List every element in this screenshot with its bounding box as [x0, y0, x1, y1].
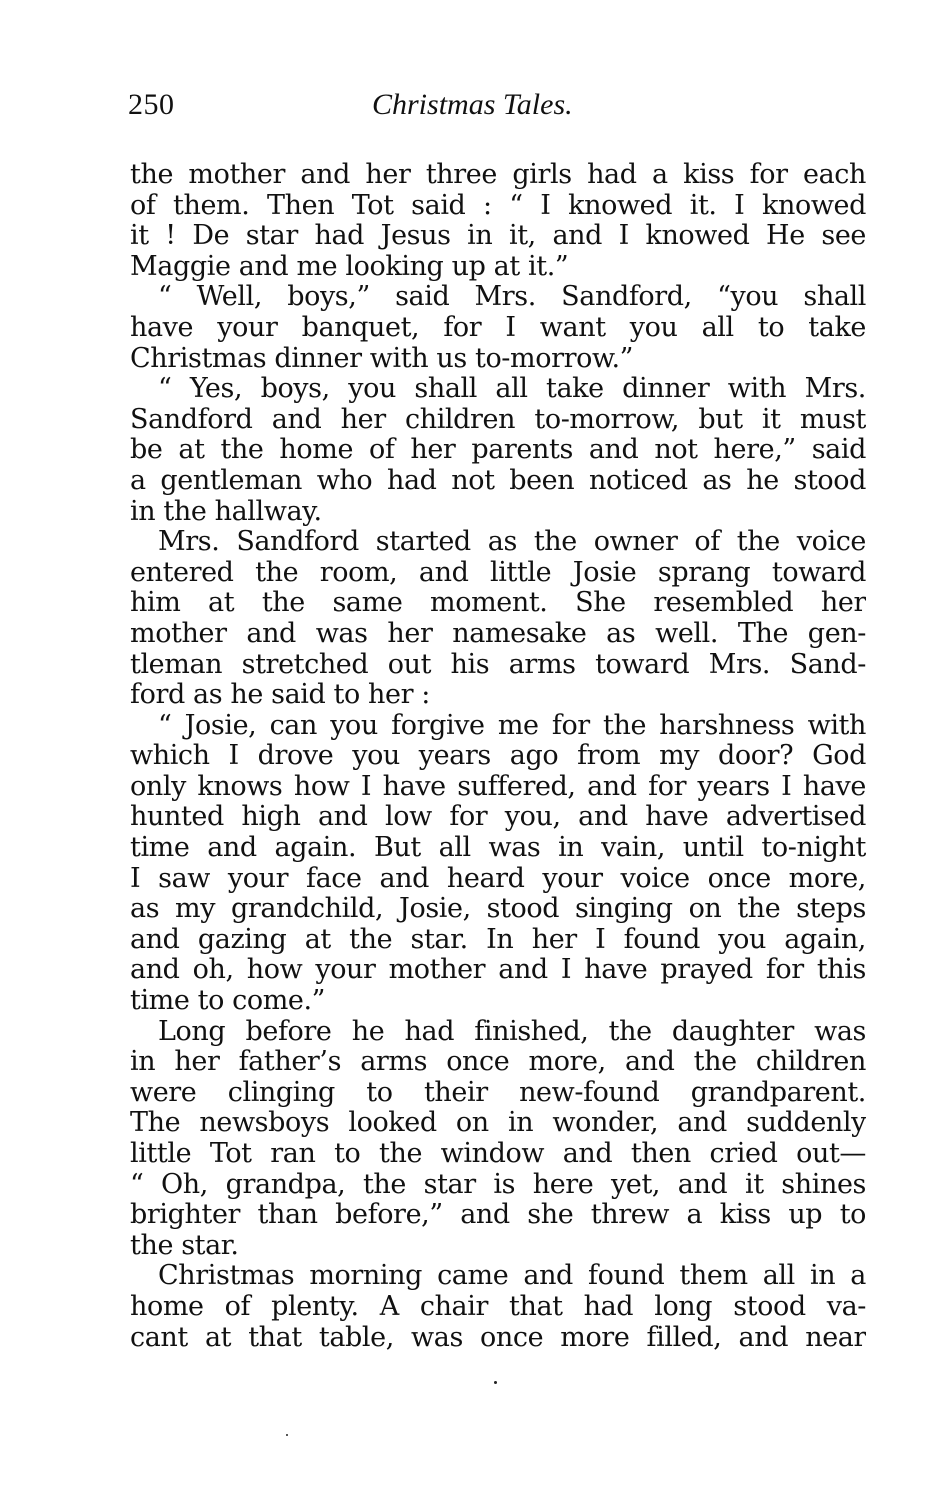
text-line: only knows how I have suffered, and for years I have [130, 771, 866, 802]
text-line: in the hallway. [130, 496, 322, 527]
text-line: entered the room, and little Josie sprang toward [130, 557, 866, 588]
text-line: of them. Then Tot said : “ I knowed it. I knowed [130, 190, 866, 221]
text-line: Maggie and me looking up at it.” [130, 251, 569, 282]
text-line: “ Well, boys,” said Mrs. Sandford, “you shall [158, 282, 866, 313]
text-line: time and again. But all was in vain, until to-night [130, 833, 866, 864]
text-line: and oh, how your mother and I have prayed for this [130, 955, 866, 986]
print-speck [494, 1381, 497, 1384]
text-line: ford as he said to her : [130, 680, 431, 711]
text-line: have your banquet, for I want you all to take [130, 312, 866, 343]
text-line: tleman stretched out his arms toward Mrs. Sand- [130, 649, 866, 680]
text-line: I saw your face and heard your voice once more, [130, 863, 866, 894]
text-line: home of plenty. A chair that had long stood va- [130, 1291, 866, 1322]
page-number: 250 [128, 88, 175, 121]
text-line: a gentleman who had not been noticed as he stood [130, 465, 866, 496]
running-title: Christmas Tales. [372, 88, 573, 121]
text-line: the mother and her three girls had a kiss for each [130, 160, 866, 190]
text-line: time to come.” [130, 986, 326, 1017]
text-line: and gazing at the star. In her I found you again, [130, 924, 866, 955]
text-line: were clinging to their new-found grandparent. [130, 1077, 866, 1108]
text-line: the star. [130, 1230, 239, 1261]
text-line: “ Oh, grandpa, the star is here yet, and it shines [130, 1169, 866, 1200]
text-line: Mrs. Sandford started as the owner of the voice [158, 527, 866, 558]
text-line: cant at that table, was once more filled, and near [130, 1322, 866, 1353]
text-line: little Tot ran to the window and then cried out— [130, 1139, 866, 1169]
text-line: which I drove you years ago from my door? God [130, 741, 866, 772]
text-line: Christmas dinner with us to-morrow.” [130, 343, 634, 374]
text-line: in her father’s arms once more, and the children [130, 1047, 866, 1078]
text-line: “ Josie, can you forgive me for the harshness with [158, 710, 866, 741]
text-line: mother and was her namesake as well. The gen- [130, 618, 866, 649]
text-line: The newsboys looked on in wonder, and suddenly [130, 1108, 866, 1139]
text-line: Christmas morning came and found them all in a [158, 1261, 866, 1292]
text-line: him at the same moment. She resembled her [130, 588, 866, 619]
text-line: be at the home of her parents and not here,” said [130, 435, 866, 466]
text-line: hunted high and low for you, and have advertised [130, 802, 866, 833]
text-line: it ! De star had Jesus in it, and I knowed He see [130, 221, 866, 252]
body-text [130, 160, 866, 1353]
page-header [128, 88, 868, 132]
text-line: Long before he had finished, the daughter was [158, 1016, 866, 1047]
text-line: Sandford and her children to-morrow, but it must [130, 404, 866, 435]
print-speck [286, 1434, 288, 1436]
text-line: brighter than before,” and she threw a kiss up to [130, 1200, 866, 1231]
text-line: as my grandchild, Josie, stood singing on the steps [130, 894, 866, 925]
text-line: “ Yes, boys, you shall all take dinner with Mrs. [158, 374, 866, 405]
